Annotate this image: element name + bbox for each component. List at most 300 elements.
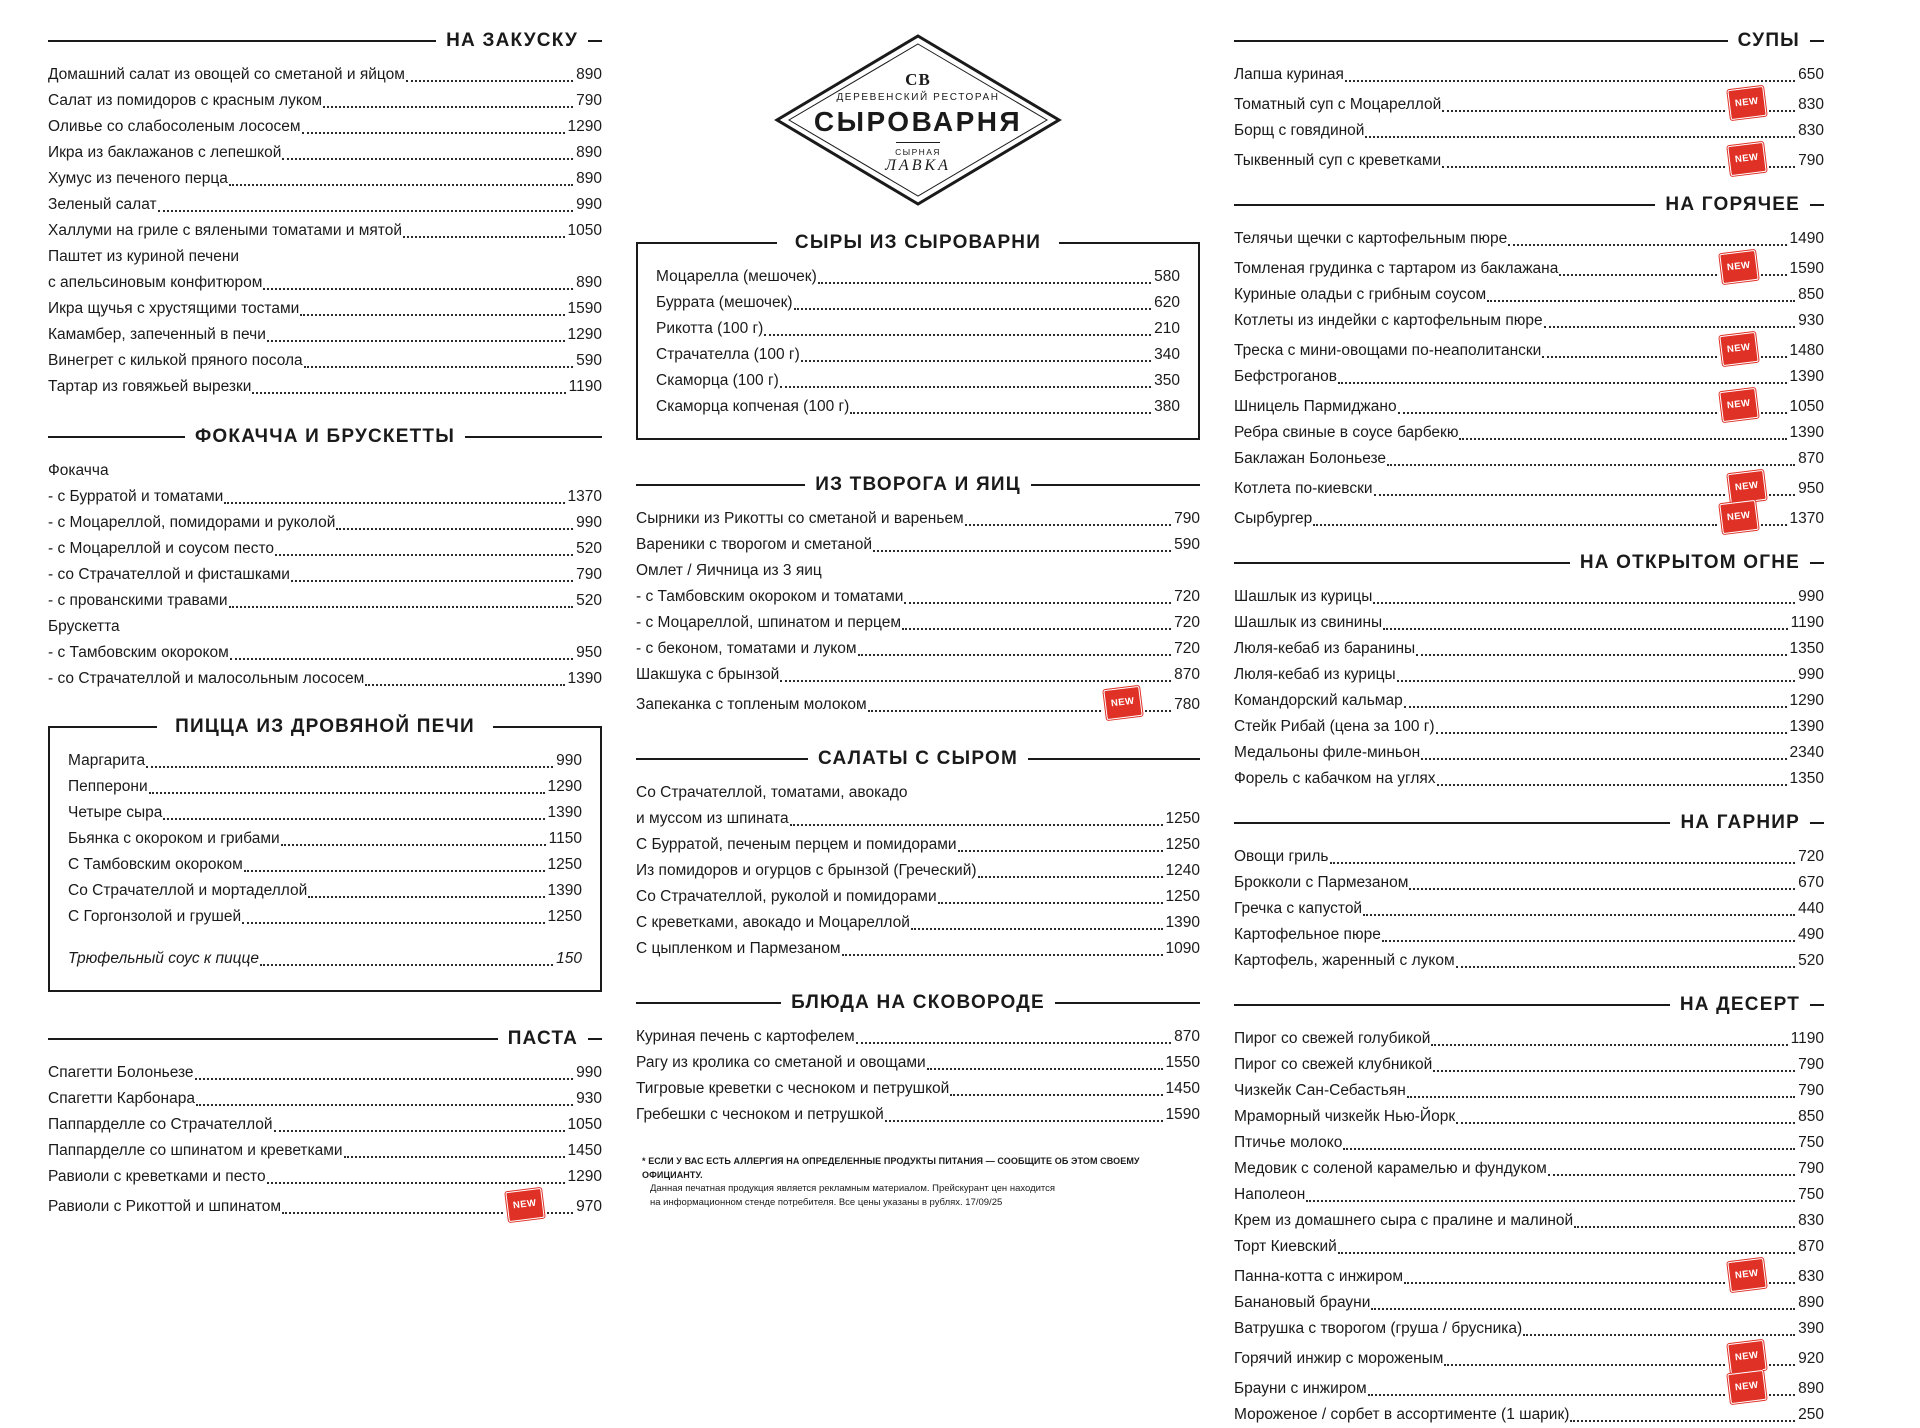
menu-item-row: [636, 858, 1200, 884]
menu-item-row: [636, 832, 1200, 858]
item-name: - с Тамбовским окороком и томатами: [636, 588, 904, 605]
item-price: 210: [1154, 320, 1180, 337]
dot-leader: [1338, 1252, 1795, 1254]
rule-right: [1810, 204, 1824, 206]
section-title: СУПЫ: [1737, 30, 1800, 51]
item-name: Куриная печень с картофелем: [636, 1028, 855, 1045]
section-header: [1234, 812, 1824, 834]
dot-leader: [1404, 706, 1787, 708]
menu-item-row: [68, 878, 582, 904]
item-name: Равиоли с Рикоттой и шпинатом: [48, 1198, 282, 1215]
item-price: 1490: [1789, 230, 1824, 247]
dot-leader: [1383, 628, 1787, 630]
section-header: [1234, 30, 1824, 52]
item-price: 890: [1798, 1294, 1824, 1311]
item-price: 1250: [1165, 888, 1200, 905]
item-price: 1390: [1789, 368, 1824, 385]
item-name: Скаморца копченая (100 г): [656, 398, 850, 415]
item-name: С цыпленком и Пармезаном: [636, 940, 841, 957]
items-list: [1234, 62, 1824, 174]
dot-leader: [282, 1212, 503, 1214]
item-price: 1050: [1789, 398, 1824, 415]
item-price: 440: [1798, 900, 1824, 917]
item-price: 1050: [567, 1116, 602, 1133]
item-name: Шницель Пармиджано: [1234, 398, 1397, 415]
item-price: 950: [576, 644, 602, 661]
section-header: [636, 748, 1200, 770]
item-price: 1290: [1789, 692, 1824, 709]
item-name: Домашний салат из овощей со сметаной и яйцом: [48, 66, 405, 83]
item-name: С Бурратой, печеным перцем и помидорами: [636, 836, 957, 853]
item-price: 1350: [1789, 640, 1824, 657]
item-name: Горячий инжир с мороженым: [1234, 1350, 1444, 1367]
left-column: [48, 30, 618, 1342]
logo-title: СЫРОВАРНЯ: [813, 105, 1023, 137]
item-price: 720: [1174, 588, 1200, 605]
item-name: Брауни с инжиром: [1234, 1380, 1367, 1397]
dot-leader: [242, 922, 544, 924]
new-badge: NEW: [1728, 1258, 1767, 1292]
menu-item-row: [1234, 1156, 1824, 1182]
dot-leader: [1374, 494, 1726, 496]
dot-leader: [911, 928, 1163, 930]
item-price: 830: [1798, 1268, 1824, 1285]
dot-leader: [958, 850, 1163, 852]
item-name: Запеканка с топленым молоком: [636, 696, 867, 713]
item-price: 780: [1174, 696, 1200, 713]
item-price: 250: [1798, 1406, 1824, 1423]
item-price: 890: [576, 144, 602, 161]
item-name: - со Страчателлой и фисташками: [48, 566, 290, 583]
dot-leader: [1761, 356, 1787, 358]
item-name: Вареники с творогом и сметаной: [636, 536, 872, 553]
item-price: 870: [1174, 1028, 1200, 1045]
dot-leader: [790, 824, 1163, 826]
dot-leader: [365, 684, 564, 686]
menu-item-row: [48, 536, 602, 562]
dot-leader: [344, 1156, 565, 1158]
item-name: Сырники из Рикотты со сметаной и вареньем: [636, 510, 964, 527]
item-price: 720: [1174, 614, 1200, 631]
menu-item-row: [1234, 1372, 1824, 1402]
section-title: ИЗ ТВОРОГА И ЯИЦ: [815, 474, 1021, 495]
dot-leader: [1433, 1070, 1795, 1072]
section-title: ПАСТА: [507, 1028, 578, 1049]
section-hot: [1234, 194, 1824, 532]
item-name: Птичье молоко: [1234, 1134, 1343, 1151]
new-badge: NEW: [1719, 332, 1758, 366]
section-title: НА ДЕСЕРТ: [1679, 994, 1800, 1015]
item-name: Равиоли с креветками и песто: [48, 1168, 266, 1185]
item-price: 790: [1798, 1056, 1824, 1073]
item-price: 150: [556, 950, 582, 967]
dot-leader: [1373, 602, 1795, 604]
dot-leader: [260, 964, 553, 966]
rule-right: [493, 726, 582, 728]
rule-right: [1059, 242, 1180, 244]
menu-item-row: [1234, 688, 1824, 714]
dot-leader: [196, 1104, 573, 1106]
item-price: 990: [1798, 588, 1824, 605]
item-price: 790: [1798, 1082, 1824, 1099]
new-badge: NEW: [1728, 86, 1767, 120]
item-name: Ватрушка с творогом (груша / брусника): [1234, 1320, 1523, 1337]
menu-item-row: [1234, 390, 1824, 420]
item-name: Пепперони: [68, 778, 148, 795]
items-list: [48, 484, 602, 614]
section-header: [636, 992, 1200, 1014]
dot-leader: [858, 654, 1172, 656]
item-price: 1390: [1789, 718, 1824, 735]
menu-item-row: [68, 826, 582, 852]
dot-leader: [252, 392, 565, 394]
section-title: НА ГОРЯЧЕЕ: [1665, 194, 1800, 215]
item-price: 1190: [1790, 614, 1824, 631]
items-list: [636, 780, 1200, 962]
dot-leader: [406, 80, 573, 82]
section-title: ПИЦЦА ИЗ ДРОВЯНОЙ ПЕЧИ: [167, 716, 483, 738]
menu-item-row: [48, 140, 602, 166]
dot-leader: [873, 550, 1171, 552]
item-name: Халлуми на гриле с вялеными томатами и мятой: [48, 222, 402, 239]
item-name: Форель с кабачком на углях: [1234, 770, 1436, 787]
menu-item-row: [1234, 226, 1824, 252]
item-name: - с прованскими травами: [48, 592, 228, 609]
item-name: Картофель, жаренный с луком: [1234, 952, 1455, 969]
rule-left: [48, 40, 436, 42]
allergy-notice: * ЕСЛИ У ВАС ЕСТЬ АЛЛЕРГИЯ НА ОПРЕДЕЛЕННЫЕ ПРОДУКТЫ ПИТАНИЯ — СООБЩИТЕ ОБ ЭТОМ СВОЕМУ ОФИЦИАНТУ.: [642, 1156, 1140, 1180]
item-price: 830: [1798, 122, 1824, 139]
item-price: 1290: [567, 1168, 602, 1185]
rule-right: [1031, 484, 1200, 486]
item-price: 1450: [567, 1142, 602, 1159]
new-badge: NEW: [1719, 250, 1758, 284]
dot-leader: [978, 876, 1163, 878]
item-name: - со Страчателлой и малосольным лососем: [48, 670, 365, 687]
dot-leader: [304, 366, 573, 368]
item-name: Чизкейк Сан-Себастьян: [1234, 1082, 1406, 1099]
item-price: 1590: [1789, 260, 1824, 277]
dot-leader: [1338, 382, 1787, 384]
disclaimer-line-1: Данная печатная продукция является рекламным материалом. Прейскурант цен находится: [650, 1183, 1056, 1194]
item-name: Медовик с соленой карамелью и фундуком: [1234, 1160, 1547, 1177]
dot-leader: [403, 236, 565, 238]
item-price: 1190: [1790, 1030, 1824, 1047]
section-title: НА ГАРНИР: [1680, 812, 1800, 833]
item-name: Рикотта (100 г): [656, 320, 764, 337]
item-name: Гребешки с чесноком и петрушкой: [636, 1106, 884, 1123]
section-title: НА ОТКРЫТОМ ОГНЕ: [1579, 552, 1800, 573]
item-price: 520: [576, 592, 602, 609]
menu-item-row: [1234, 118, 1824, 144]
menu-item-row: [68, 800, 582, 826]
menu-item-row: [48, 510, 602, 536]
item-price: 930: [576, 1090, 602, 1107]
item-name: Страчателла (100 г): [656, 346, 800, 363]
section-focaccia: [48, 426, 602, 692]
section-pasta: [48, 1028, 602, 1220]
item-name: Шашлык из свинины: [1234, 614, 1383, 631]
item-name: Тигровые креветки с чесноком и петрушкой: [636, 1080, 950, 1097]
rule-left: [636, 1002, 781, 1004]
item-name: Буррата (мешочек): [656, 294, 793, 311]
dot-leader: [927, 1068, 1163, 1070]
rule-right: [588, 40, 602, 42]
dot-leader: [1769, 1394, 1795, 1396]
dot-leader: [230, 658, 573, 660]
item-name: Котлеты из индейки с картофельным пюре: [1234, 312, 1543, 329]
dot-leader: [267, 340, 565, 342]
menu-item-row: [1234, 1208, 1824, 1234]
items-list: [48, 62, 602, 400]
section-header: [68, 716, 582, 738]
rule-left: [1234, 204, 1655, 206]
item-name: Зеленый салат: [48, 196, 157, 213]
menu-item-row: [1234, 1316, 1824, 1342]
menu-item-row: [1234, 1402, 1824, 1428]
item-price: 790: [1798, 1160, 1824, 1177]
menu-item-row: [48, 666, 602, 692]
menu-item-row: [1234, 144, 1824, 174]
rule-right: [1028, 758, 1200, 760]
dot-leader: [1559, 274, 1716, 276]
dot-leader: [158, 210, 574, 212]
item-name: Томленая грудинка с тартаром из баклажана: [1234, 260, 1559, 277]
rule-right: [1810, 40, 1824, 42]
item-name: Баклажан Болоньезе: [1234, 450, 1387, 467]
rule-right: [465, 436, 602, 438]
rule-right: [1810, 1004, 1824, 1006]
section-header: [1234, 194, 1824, 216]
dot-leader: [1769, 494, 1795, 496]
logo-subtitle-cheese: СЫРНАЯ: [895, 146, 941, 157]
dot-leader: [1769, 1282, 1795, 1284]
rule-left: [656, 242, 777, 244]
disclaimer-line-2: на информационном стенде потребителя. Все цены указаны в рублях. 17/09/25: [650, 1197, 1003, 1208]
item-name: Наполеон: [1234, 1186, 1306, 1203]
item-name: - с Тамбовским окороком: [48, 644, 229, 661]
item-price: 830: [1798, 96, 1824, 113]
item-name: Паппарделле со Страчателлой: [48, 1116, 273, 1133]
menu-item-row: [48, 114, 602, 140]
logo-monogram: СВ: [905, 69, 931, 89]
menu-item-row: [48, 244, 602, 270]
menu-item-row: [48, 1086, 602, 1112]
menu-item-row: [656, 316, 1180, 342]
menu-item-row: [1234, 1260, 1824, 1290]
dot-leader: [267, 1182, 565, 1184]
dot-leader: [794, 308, 1152, 310]
item-price: 1250: [1165, 836, 1200, 853]
item-name: Пирог со свежей клубникой: [1234, 1056, 1433, 1073]
item-price: 990: [576, 514, 602, 531]
item-name: Сырбургер: [1234, 510, 1313, 527]
new-badge: NEW: [1728, 1370, 1767, 1404]
menu-item-row: [1234, 308, 1824, 334]
menu-item-row: [68, 852, 582, 878]
menu-item-row: [1234, 714, 1824, 740]
item-price: 1190: [568, 378, 602, 395]
new-badge: NEW: [1719, 388, 1758, 422]
rule-left: [636, 758, 808, 760]
item-name: Из помидоров и огурцов с брынзой (Греческий): [636, 862, 977, 879]
item-price: 870: [1174, 666, 1200, 683]
items-list: [656, 264, 1180, 420]
dot-leader: [1407, 1096, 1795, 1098]
menu-item-row: [1234, 364, 1824, 390]
item-name: Котлета по-киевски: [1234, 480, 1373, 497]
item-price: 1250: [1165, 810, 1200, 827]
section-soups: [1234, 30, 1824, 174]
dot-leader: [336, 528, 573, 530]
item-price: 990: [1798, 666, 1824, 683]
dot-leader: [1761, 274, 1787, 276]
menu-item-row: [48, 88, 602, 114]
item-name: Со Страчателлой, руколой и помидорами: [636, 888, 937, 905]
menu-item-row: [48, 62, 602, 88]
dot-leader: [868, 710, 1102, 712]
item-name: Икра щучья с хрустящими тостами: [48, 300, 300, 317]
item-name: Бефстроганов: [1234, 368, 1337, 385]
dot-leader: [1387, 464, 1795, 466]
dot-leader: [1542, 356, 1717, 358]
menu-item-row: [656, 290, 1180, 316]
menu-item-row: [1234, 1234, 1824, 1260]
new-badge: NEW: [506, 1188, 545, 1222]
dot-leader: [302, 132, 565, 134]
section-title: СЫРЫ ИЗ СЫРОВАРНИ: [787, 232, 1049, 254]
dot-leader: [885, 1120, 1163, 1122]
section-pan: [636, 992, 1200, 1128]
logo-diamond-icon: [773, 32, 1063, 208]
section-title: НА ЗАКУСКУ: [446, 30, 578, 51]
item-price: 590: [1174, 536, 1200, 553]
dot-leader: [1456, 1122, 1795, 1124]
item-name: Салат из помидоров с красным луком: [48, 92, 323, 109]
dot-leader: [1544, 326, 1795, 328]
item-price: 1390: [547, 882, 582, 899]
item-name: Скаморца (100 г): [656, 372, 779, 389]
dot-leader: [1368, 1394, 1726, 1396]
menu-item-row: [1234, 1026, 1824, 1052]
dot-leader: [323, 106, 573, 108]
dot-leader: [195, 1078, 574, 1080]
item-name: Шашлык из курицы: [1234, 588, 1373, 605]
item-price: 1290: [567, 118, 602, 135]
menu-item-row: [48, 1138, 602, 1164]
rule-right: [1055, 1002, 1200, 1004]
item-price: 890: [1798, 1380, 1824, 1397]
item-name: Рагу из кролика со сметаной и овощами: [636, 1054, 926, 1071]
menu-item-row: [1234, 740, 1824, 766]
item-price: 790: [1798, 152, 1824, 169]
item-price: 1390: [567, 670, 602, 687]
item-price: 1290: [567, 326, 602, 343]
item-price: 790: [1174, 510, 1200, 527]
menu-item-row: [68, 774, 582, 800]
item-price: 2340: [1789, 744, 1824, 761]
item-price: 1590: [1165, 1106, 1200, 1123]
item-price: 1290: [547, 778, 582, 795]
menu-item-row: [1234, 584, 1824, 610]
new-badge: NEW: [1719, 500, 1758, 534]
menu-item-row: [48, 1112, 602, 1138]
item-name: Овощи гриль: [1234, 848, 1329, 865]
menu-item-row: [68, 748, 582, 774]
section-header: [656, 232, 1180, 254]
item-name: Спагетти Болоньезе: [48, 1064, 194, 1081]
menu-item-row: [48, 322, 602, 348]
menu-item-row: [48, 1060, 602, 1086]
item-name: Треска с мини-овощами по-неаполитански: [1234, 342, 1542, 359]
menu-item-row: [48, 270, 602, 296]
menu-item-row: [48, 588, 602, 614]
dot-leader: [1398, 412, 1717, 414]
items-list: [1234, 226, 1824, 532]
item-name: Бьянка с окороком и грибами: [68, 830, 280, 847]
dot-leader: [1345, 80, 1795, 82]
section-snacks: [48, 30, 602, 400]
dot-leader: [842, 954, 1163, 956]
dot-leader: [764, 334, 1151, 336]
menu-item-row: [1234, 1342, 1824, 1372]
menu-item-row: [636, 584, 1200, 610]
item-name: Четыре сыра: [68, 804, 163, 821]
item-price: 870: [1798, 1238, 1824, 1255]
dot-leader: [275, 554, 573, 556]
item-name: - с беконом, томатами и луком: [636, 640, 857, 657]
item-price: 340: [1154, 346, 1180, 363]
menu-item-row: [1234, 948, 1824, 974]
menu-item-row: [636, 1024, 1200, 1050]
item-price: 790: [576, 566, 602, 583]
item-name: Брокколи с Пармезаном: [1234, 874, 1409, 891]
menu-item-row: [48, 1164, 602, 1190]
dot-leader: [1404, 1282, 1725, 1284]
rule-left: [48, 436, 185, 438]
menu-item-row: [48, 166, 602, 192]
dot-leader: [1769, 166, 1795, 168]
menu-item-row: [48, 218, 602, 244]
menu-item-row: [1234, 1078, 1824, 1104]
item-name: Омлет / Яичница из 3 яиц: [636, 562, 822, 579]
item-name: Люля-кебаб из баранины: [1234, 640, 1416, 657]
item-price: 520: [576, 540, 602, 557]
items-list: [636, 1024, 1200, 1128]
item-name: Панна-котта с инжиром: [1234, 1268, 1404, 1285]
items-list: [1234, 584, 1824, 792]
menu-item-row: [1234, 502, 1824, 532]
dot-leader: [282, 158, 573, 160]
section-salads: [636, 748, 1200, 962]
section-header: [48, 426, 602, 448]
dot-leader: [149, 792, 545, 794]
section-header: [1234, 552, 1824, 574]
item-price: 930: [1798, 312, 1824, 329]
item-name: Куриные оладьи с грибным соусом: [1234, 286, 1487, 303]
dot-leader: [1363, 914, 1795, 916]
menu-item-row: [636, 688, 1200, 718]
dot-leader: [780, 386, 1151, 388]
item-price: 1480: [1789, 342, 1824, 359]
item-price: 970: [576, 1198, 602, 1215]
dot-leader: [547, 1212, 573, 1214]
item-price: 1090: [1165, 940, 1200, 957]
item-name: Мороженое / сорбет в ассортименте (1 шарик): [1234, 1406, 1570, 1423]
dot-leader: [263, 288, 573, 290]
item-price: 1250: [547, 908, 582, 925]
item-name: - с Моцареллой, шпинатом и перцем: [636, 614, 902, 631]
